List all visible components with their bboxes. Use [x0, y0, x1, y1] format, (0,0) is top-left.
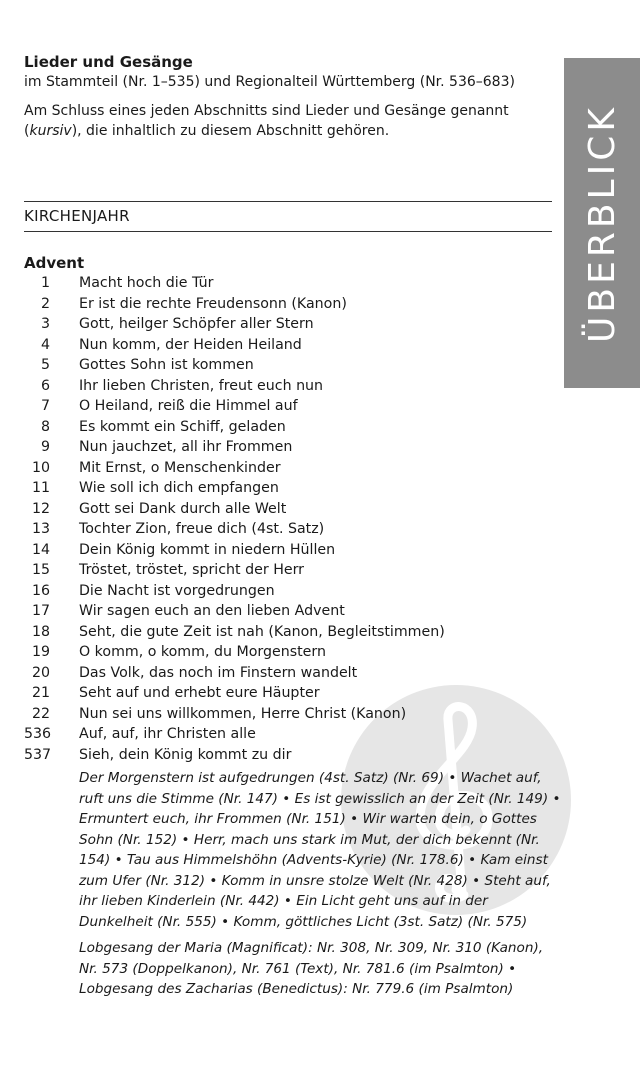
- song-number: 10: [31, 459, 50, 476]
- song-title: Tröstet, tröstet, spricht der Herr: [79, 562, 305, 578]
- intro-note: [24, 101, 554, 141]
- song-title: Sieh, dein König kommt zu dir: [79, 746, 292, 763]
- song-number: 13: [31, 521, 50, 537]
- intro-subtitle: im Stammteil (Nr. 1–535) und Regionalteil Württemberg (Nr. 536–683): [24, 74, 515, 90]
- song-title: Mit Ernst, o Menschenkinder: [79, 459, 281, 476]
- song-row: [24, 683, 564, 704]
- song-row: [24, 437, 564, 458]
- song-title: Gott, heilger Schöpfer aller Stern: [79, 316, 314, 332]
- intro-note-after: ), die inhaltlich zu diesem Abschnitt gehören.: [71, 123, 390, 139]
- song-number: 7: [40, 398, 50, 414]
- song-row: [24, 376, 564, 397]
- song-number: 11: [31, 480, 50, 496]
- song-row: [24, 273, 564, 294]
- song-row: [24, 622, 564, 643]
- song-row: [24, 642, 564, 663]
- reference-paragraph: Der Morgenstern ist aufgedrungen (4st. Satz) (Nr. 69) • Wachet auf, ruft uns die Stimme (Nr. 147) • Es ist gewisslich an der Zeit (Nr. 149) • Ermuntert euch, ihr Frommen (Nr. 151) • Wir warten dein, o Gottes Sohn (Nr. 152) • Herr, mach uns stark im Mut, der dich bekennt (Nr. 154) • Tau aus Himmelshöhn (Advents-Kyrie) (Nr. 178.6) • Kam einst zum Ufer (Nr. 312) • Komm in unsre stolze Welt (Nr. 428) • Steht auf, ihr lieben Kinderlein (Nr. 442) • Ein Licht geht uns auf in der Dunkelheit (Nr. 555) • Komm, göttliches Licht (3st. Satz) (Nr. 575): [79, 770, 561, 930]
- song-number: 4: [40, 336, 50, 353]
- song-title: Dein König kommt in niedern Hüllen: [79, 541, 336, 558]
- song-number: 17: [31, 603, 50, 619]
- song-number: 19: [31, 644, 50, 660]
- song-number: 18: [31, 623, 50, 640]
- song-title: Gott sei Dank durch alle Welt: [79, 500, 287, 517]
- song-title: Seht, die gute Zeit ist nah (Kanon, Begleitstimmen): [79, 623, 445, 640]
- intro-block: [24, 52, 554, 141]
- song-number: 537: [24, 746, 52, 763]
- song-number: 1: [40, 275, 50, 291]
- song-row: [24, 335, 564, 356]
- song-list: [24, 273, 564, 765]
- song-row: [24, 458, 564, 479]
- song-row: [24, 499, 564, 520]
- song-number: 3: [40, 316, 50, 332]
- song-row: [24, 581, 564, 602]
- song-title: Gottes Sohn ist kommen: [79, 357, 254, 373]
- side-tab: [564, 58, 640, 388]
- subsection-advent: [24, 253, 564, 1006]
- song-row: [24, 519, 564, 540]
- song-row: [24, 314, 564, 335]
- song-number: 2: [40, 295, 50, 312]
- intro-title: Lieder und Gesänge: [24, 53, 193, 71]
- song-title: Wie soll ich dich empfangen: [79, 480, 279, 496]
- song-number: 21: [31, 685, 50, 701]
- intro-note-before: Am Schluss eines jeden Abschnitts sind Lieder und Gesänge genannt (: [24, 103, 509, 139]
- song-number: 16: [31, 582, 50, 599]
- song-title: Nun komm, der Heiden Heiland: [79, 336, 302, 353]
- section-divider-top: [24, 201, 552, 202]
- song-row: [24, 396, 564, 417]
- song-title: Auf, auf, ihr Christen alle: [79, 726, 256, 742]
- song-number: 22: [31, 705, 50, 722]
- song-number: 20: [31, 664, 50, 681]
- song-number: 9: [40, 439, 50, 455]
- song-title: Wir sagen euch an den lieben Advent: [79, 603, 345, 619]
- song-number: 8: [40, 418, 50, 435]
- song-row: [24, 417, 564, 438]
- song-title: Nun sei uns willkommen, Herre Christ (Kanon): [79, 705, 407, 722]
- song-title: Es kommt ein Schiff, geladen: [79, 418, 286, 435]
- song-title: Er ist die rechte Freudensonn (Kanon): [79, 295, 347, 312]
- song-row: [24, 745, 564, 766]
- song-row: [24, 294, 564, 315]
- song-title: O komm, o komm, du Morgenstern: [79, 644, 326, 660]
- song-title: Macht hoch die Tür: [79, 275, 214, 291]
- side-tab-label: ÜBERBLICK: [581, 103, 623, 343]
- section-heading: KIRCHENJAHR: [24, 207, 130, 225]
- song-title: Die Nacht ist vorgedrungen: [79, 582, 275, 599]
- references-block: [79, 768, 562, 1000]
- song-title: Seht auf und erhebt eure Häupter: [79, 685, 320, 701]
- section-divider-bottom: [24, 231, 552, 232]
- song-row: [24, 560, 564, 581]
- song-title: Ihr lieben Christen, freut euch nun: [79, 377, 324, 394]
- song-row: [24, 540, 564, 561]
- song-number: 536: [24, 726, 52, 742]
- song-row: [24, 724, 564, 745]
- song-title: Nun jauchzet, all ihr Frommen: [79, 439, 293, 455]
- song-row: [24, 478, 564, 499]
- song-title: Das Volk, das noch im Finstern wandelt: [79, 664, 358, 681]
- song-number: 12: [31, 500, 50, 517]
- song-row: [24, 601, 564, 622]
- song-title: O Heiland, reiß die Himmel auf: [79, 398, 298, 414]
- song-row: [24, 704, 564, 725]
- intro-note-italic: kursiv: [29, 123, 72, 139]
- song-number: 5: [40, 357, 50, 373]
- song-row: [24, 663, 564, 684]
- song-number: 15: [31, 562, 50, 578]
- song-number: 6: [40, 377, 50, 394]
- song-row: [24, 355, 564, 376]
- subsection-title: Advent: [24, 254, 85, 272]
- song-title: Tochter Zion, freue dich (4st. Satz): [79, 521, 325, 537]
- reference-paragraph: Lobgesang der Maria (Magnificat): Nr. 308, Nr. 309, Nr. 310 (Kanon), Nr. 573 (Doppelkanon), Nr. 761 (Text), Nr. 781.6 (im Psalmton) • Lobgesang des Zacharias (Benedictus): Nr. 779.6 (im Psalmton): [79, 940, 544, 997]
- song-number: 14: [31, 541, 50, 558]
